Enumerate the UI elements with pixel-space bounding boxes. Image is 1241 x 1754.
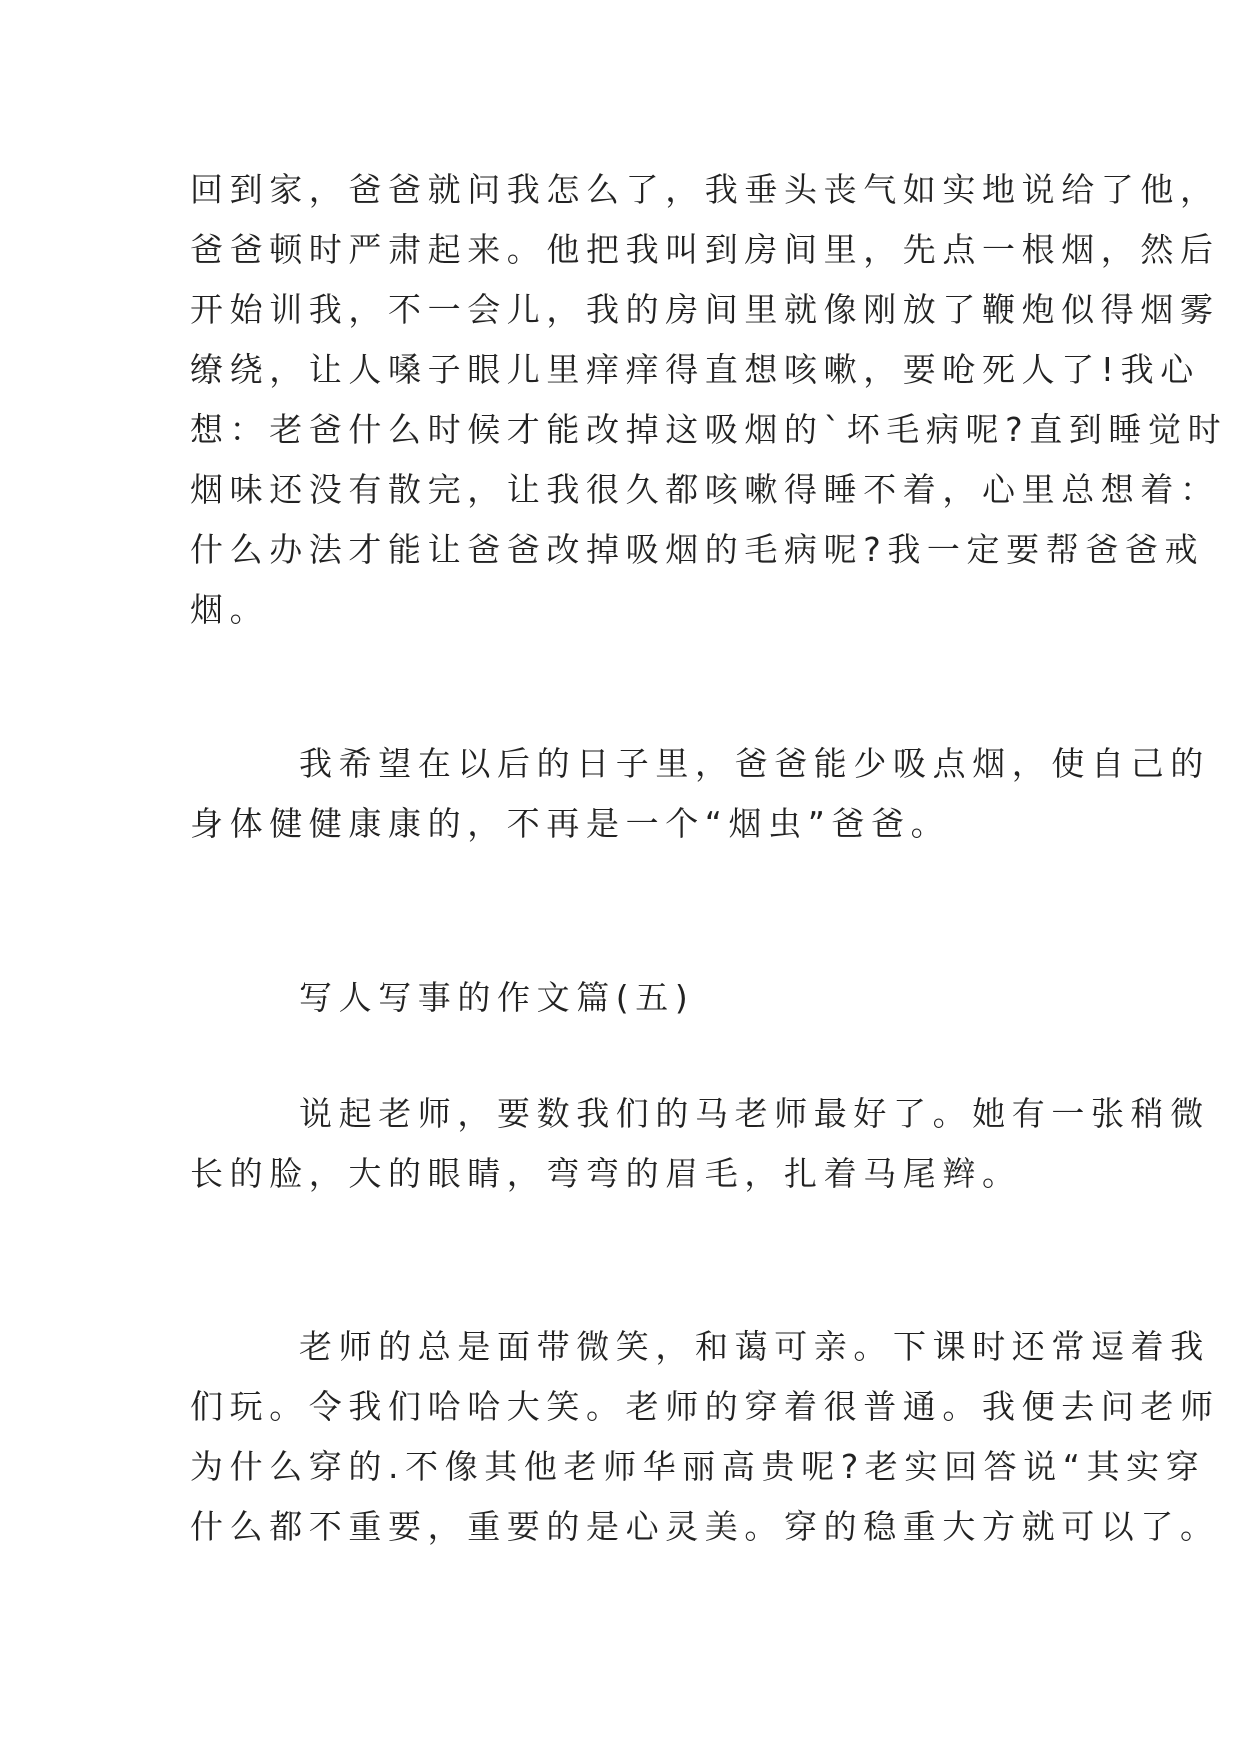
paragraph-1-line-1: 回到家，爸爸就问我怎么了，我垂头丧气如实地说给了他， [190, 170, 1220, 209]
paragraph-1-line-8: 烟。 [190, 590, 270, 629]
paragraph-3-line-2: 长的脸，大的眼睛，弯弯的眉毛，扎着马尾辫。 [190, 1154, 1022, 1193]
paragraph-1-line-7: 什么办法才能让爸爸改掉吸烟的毛病呢?我一定要帮爸爸戒 [190, 530, 1205, 569]
paragraph-1-line-2: 爸爸顿时严肃起来。他把我叫到房间里，先点一根烟，然后 [190, 230, 1220, 269]
paragraph-2-line-1: 我希望在以后的日子里，爸爸能少吸点烟，使自己的 [299, 744, 1210, 783]
paragraph-4-line-4: 什么都不重要，重要的是心灵美。穿的稳重大方就可以了。 [190, 1507, 1220, 1546]
paragraph-3-line-1: 说起老师，要数我们的马老师最好了。她有一张稍微 [299, 1094, 1210, 1133]
paragraph-4-line-1: 老师的总是面带微笑，和蔼可亲。下课时还常逗着我 [299, 1327, 1210, 1366]
section-heading: 写人写事的作文篇(五) [299, 978, 695, 1017]
paragraph-1-line-6: 烟味还没有散完，让我很久都咳嗽得睡不着，心里总想着： [190, 470, 1220, 509]
paragraph-2-line-2: 身体健健康康的，不再是一个“烟虫”爸爸。 [190, 804, 951, 843]
paragraph-1-line-4: 缭绕，让人嗓子眼儿里痒痒得直想咳嗽，要呛死人了!我心 [190, 350, 1200, 389]
paragraph-1-line-3: 开始训我，不一会儿，我的房间里就像刚放了鞭炮似得烟雾 [190, 290, 1220, 329]
paragraph-4-line-3: 为什么穿的.不像其他老师华丽高贵呢?老实回答说“其实穿 [190, 1447, 1206, 1486]
paragraph-1-line-5: 想：老爸什么时候才能改掉这吸烟的`坏毛病呢?直到睡觉时 [190, 410, 1228, 449]
paragraph-4-line-2: 们玩。令我们哈哈大笑。老师的穿着很普通。我便去问老师 [190, 1387, 1220, 1426]
